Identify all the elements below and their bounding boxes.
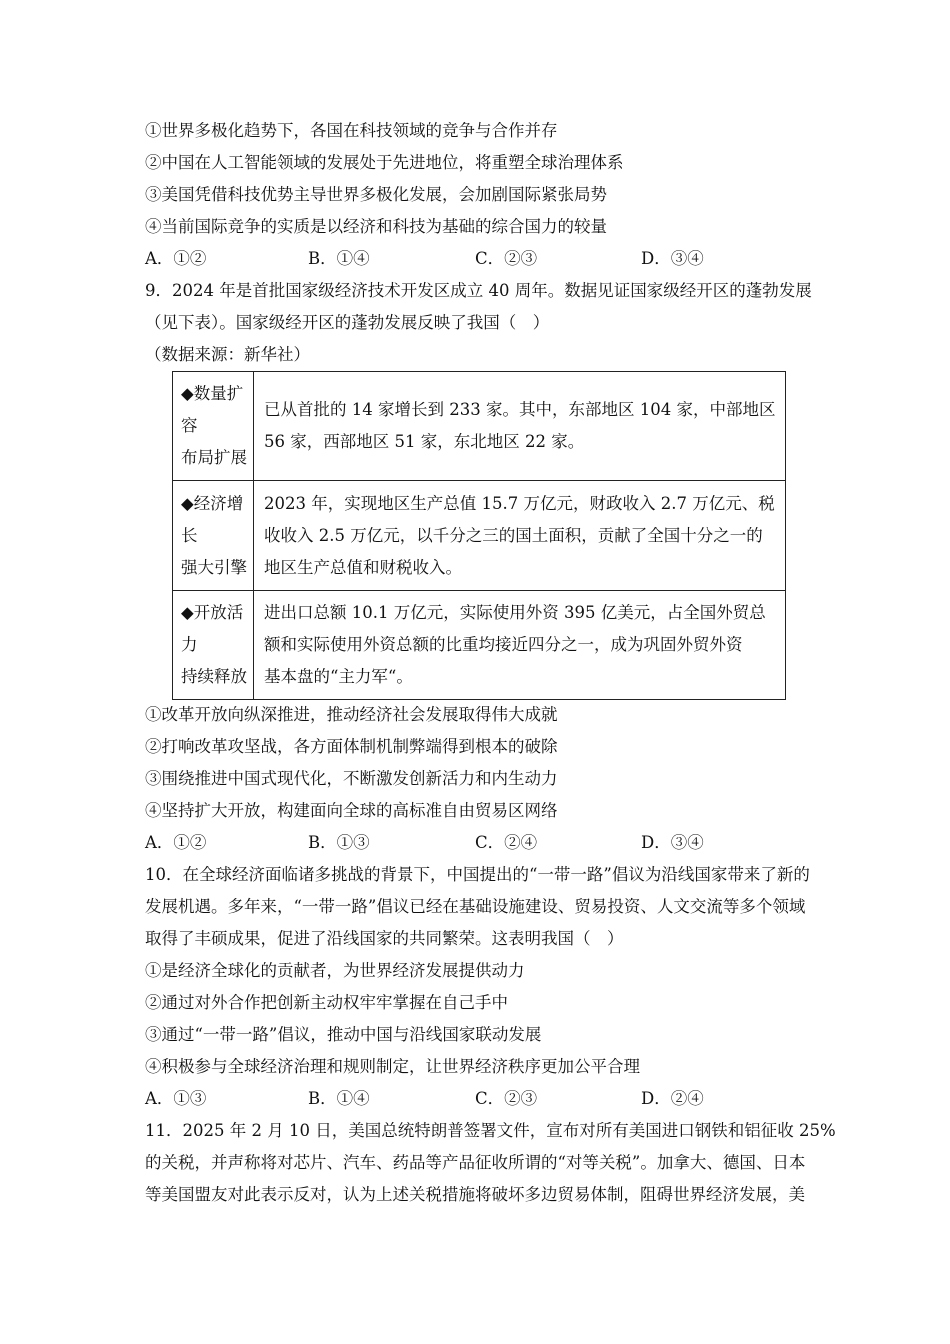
label-line: 力: [181, 635, 198, 654]
content-line: 收收入 2.5 万亿元，以千分之三的国土面积，贡献了全国十分之一的: [264, 525, 763, 545]
q9-option-a[interactable]: A．①②: [145, 833, 207, 852]
q10-statement-1: ①是经济全球化的贡献者，为世界经济发展提供动力: [145, 961, 525, 980]
content-line: 地区生产总值和财税收入。: [264, 557, 462, 577]
q9-option-b[interactable]: B．①③: [308, 833, 370, 852]
q11-stem-line-1: 11．2025 年 2 月 10 日，美国总统特朗普签署文件，宣布对所有美国进口钢铁和铝征收 25%: [145, 1121, 836, 1140]
q9-statement-4: ④坚持扩大开放，构建面向全球的高标准自由贸易区网络: [145, 801, 558, 820]
q9-statement-1: ①改革开放向纵深推进，推动经济社会发展取得伟大成就: [145, 705, 558, 724]
label-line: 布局扩展: [181, 448, 247, 467]
q10-option-d[interactable]: D．②④: [641, 1089, 704, 1108]
row-content: [254, 372, 786, 481]
q10-option-b[interactable]: B．①④: [308, 1089, 370, 1108]
content-line: 基本盘的“主力军“。: [264, 667, 413, 686]
q8-option-b[interactable]: B．①④: [308, 249, 370, 268]
q9-statement-3: ③围绕推进中国式现代化，不断激发创新活力和内生动力: [145, 769, 558, 788]
content-line: 已从首批的 14 家增长到 233 家。其中，东部地区 104 家，中部地区: [264, 400, 776, 419]
row-label: [173, 481, 254, 591]
label-line: ◆开放活: [181, 603, 244, 622]
q8-statement-3: ③美国凭借科技优势主导世界多极化发展，会加剧国际紧张局势: [145, 185, 607, 204]
q9-source: （数据来源：新华社）: [145, 345, 310, 364]
row-content: [254, 481, 786, 591]
row-label: [173, 372, 254, 481]
q8-option-a[interactable]: A．①②: [145, 249, 207, 268]
content-line: 2023 年，实现地区生产总值 15.7 万亿元，财政收入 2.7 万亿元、税: [264, 493, 775, 513]
q9-option-c[interactable]: C．②④: [475, 833, 538, 852]
label-line: 持续释放: [181, 667, 247, 686]
q10-statement-3: ③通过“一带一路”倡议，推动中国与沿线国家联动发展: [145, 1025, 542, 1044]
table-row: [173, 591, 786, 700]
label-line: ◆数量扩: [181, 384, 244, 403]
q8-statement-2: ②中国在人工智能领域的发展处于先进地位，将重塑全球治理体系: [145, 153, 624, 172]
table-row: [173, 481, 786, 591]
q10-statement-2: ②通过对外合作把创新主动权牢牢掌握在自己手中: [145, 993, 508, 1012]
q10-option-c[interactable]: C．②③: [475, 1089, 538, 1108]
label-line: 强大引擎: [181, 557, 247, 577]
q8-statement-4: ④当前国际竞争的实质是以经济和科技为基础的综合国力的较量: [145, 217, 607, 236]
q10-stem-line-2: 发展机遇。多年来，“一带一路”倡议已经在基础设施建设、贸易投资、人文交流等多个领域: [145, 897, 806, 916]
label-line: 长: [181, 525, 198, 545]
q9-statement-2: ②打响改革攻坚战，各方面体制机制弊端得到根本的破除: [145, 737, 558, 756]
q11-stem-line-2: 的关税，并声称将对芯片、汽车、药品等产品征收所谓的“对等关税”。加拿大、德国、日本: [145, 1153, 806, 1172]
content-line: 额和实际使用外资总额的比重均接近四分之一，成为巩固外贸外资: [264, 635, 743, 654]
q10-option-a[interactable]: A．①③: [145, 1089, 207, 1108]
row-label: [173, 591, 254, 700]
q9-stem-line-2: （见下表）。国家级经开区的蓬勃发展反映了我国（ ）: [145, 313, 550, 332]
q8-option-c[interactable]: C．②③: [475, 249, 538, 268]
q8-option-d[interactable]: D．③④: [641, 249, 704, 268]
label-line: 容: [181, 416, 198, 435]
q8-statement-1: ①世界多极化趋势下，各国在科技领域的竞争与合作并存: [145, 121, 558, 140]
q10-statement-4: ④积极参与全球经济治理和规则制定，让世界经济秩序更加公平合理: [145, 1057, 640, 1076]
content-line: 进出口总额 10.1 万亿元，实际使用外资 395 亿美元，占全国外贸总: [264, 603, 766, 622]
q9-option-d[interactable]: D．③④: [641, 833, 704, 852]
q11-stem-line-3: 等美国盟友对此表示反对，认为上述关税措施将破坏多边贸易体制，阻碍世界经济发展，美: [145, 1185, 805, 1204]
q10-stem-line-3: 取得了丰硕成果，促进了沿线国家的共同繁荣。这表明我国（ ）: [145, 929, 624, 948]
label-line: ◆经济增: [181, 493, 244, 513]
content-line: 56 家，西部地区 51 家，东北地区 22 家。: [264, 432, 585, 451]
q9-stem-line-1: 9．2024 年是首批国家级经济技术开发区成立 40 周年。数据见证国家级经开区的蓬勃发展: [145, 281, 812, 300]
row-content: [254, 591, 786, 700]
q9-data-table: [172, 371, 786, 700]
q10-stem-line-1: 10．在全球经济面临诸多挑战的背景下，中国提出的“一带一路”倡议为沿线国家带来了新的: [145, 865, 810, 884]
table-row: [173, 372, 786, 481]
